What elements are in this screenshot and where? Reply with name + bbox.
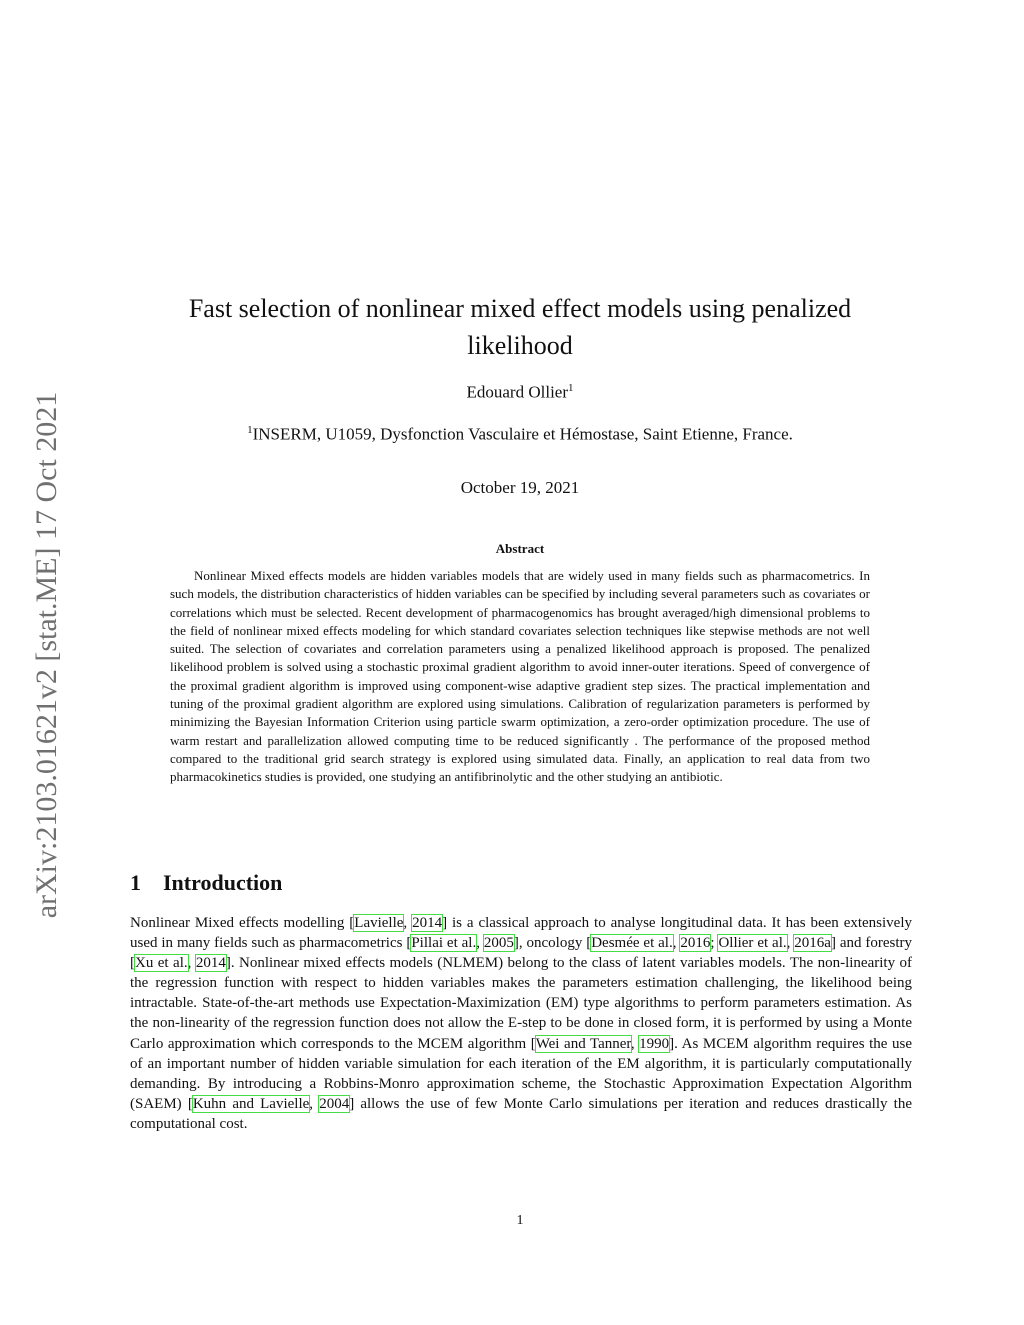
page-number: 1 xyxy=(516,1213,524,1228)
intro-text: ; xyxy=(710,935,719,952)
section-number: 1 xyxy=(130,870,141,895)
citation-link[interactable]: 2016a xyxy=(794,935,831,952)
citation-link[interactable]: 2014 xyxy=(412,915,443,931)
intro-text: , xyxy=(672,935,681,952)
intro-text: Nonlinear Mixed effects modelling [ xyxy=(130,915,355,931)
paper-title: Fast selection of nonlinear mixed effect models using penalized likelihood xyxy=(188,294,852,360)
affiliation xyxy=(0,424,1024,445)
section-heading xyxy=(130,870,282,896)
intro-text: , xyxy=(476,935,484,952)
intro-text: ] is a classical approach to analyse longitudinal data. It has been extensively used in many fields such as pharmacometrics [ xyxy=(130,915,913,952)
author-name: Edouard Ollier xyxy=(466,382,568,402)
citation-link[interactable]: 2016 xyxy=(680,935,711,952)
intro-text: ]. As MCEM algorithm requires the use of an important number of hidden variable simulation for each iteration of the EM algorithm, it is particularly computationally demanding. By introducing a Robbins-Monro approximation scheme, the Stochastic Approximation Expectation Algorithm (SAEM) [ xyxy=(130,1035,912,1112)
intro-text: , xyxy=(187,955,196,972)
intro-text: , xyxy=(403,915,413,931)
abstract-heading: Abstract xyxy=(495,541,545,556)
citation-link[interactable]: Lavielle xyxy=(354,915,404,931)
citation-link[interactable]: Desmée et al. xyxy=(591,935,673,952)
intro-text: , xyxy=(630,1035,640,1052)
intro-text: ], oncology [ xyxy=(513,935,592,952)
citation-link[interactable]: Kuhn and Lavielle xyxy=(192,1095,310,1112)
author-affiliation-mark: 1 xyxy=(568,382,574,394)
section-title: Introduction xyxy=(163,870,283,895)
intro-text: , xyxy=(309,1095,320,1112)
citation-link[interactable]: 2005 xyxy=(483,935,514,952)
intro-text: , xyxy=(786,935,795,952)
intro-text: ] and forestry [ xyxy=(130,935,913,972)
citation-link[interactable]: Pillai et al. xyxy=(411,935,477,952)
arxiv-stamp: arXiv:2103.01621v2 [stat.ME] 17 Oct 2021 xyxy=(30,391,63,919)
paper-date: October 19, 2021 xyxy=(460,478,580,497)
citation-link[interactable]: Ollier et al. xyxy=(718,935,787,952)
citation-link[interactable]: 2004 xyxy=(319,1095,350,1112)
intro-text: ] allows the use of few Monte Carlo simulations per iteration and reduces drastically the computational cost. xyxy=(130,1095,912,1132)
intro-text: ]. Nonlinear mixed effects models (NLMEM) belong to the class of latent variables models. The non-linearity of the regression function with respect to hidden variables makes the parameters estimation challenging, the likelihood being intractable. State-of-the-art methods use Expectation-Maximization (EM) type algorithms to perform parameters estimation. As the non-linearity of the regression function does not allow the E-step to be done in closed form, it is performed by using a Monte Carlo approximation which corresponds to the MCEM algorithm [ xyxy=(130,955,913,1052)
citation-link[interactable]: 2014 xyxy=(195,955,226,972)
citation-link[interactable]: Wei and Tanner xyxy=(535,1035,631,1052)
citation-link[interactable]: Xu et al. xyxy=(135,955,188,972)
intro-paragraph xyxy=(130,913,912,1134)
affiliation-text: INSERM, U1059, Dysfonction Vasculaire et Hémostase, Saint Etienne, France. xyxy=(252,424,793,444)
citation-link[interactable]: 1990 xyxy=(639,1035,670,1052)
author xyxy=(0,382,1024,403)
abstract-text: Nonlinear Mixed effects models are hidden variables models that are widely used in many fields such as pharmacometrics. In such models, the distribution characteristics of hidden variables can be specified by including several parameters such as covariates or correlations which must be selected. Recent development of pharmacogenomics has brought averaged/high dimensional problems to the field of nonlinear mixed effects modeling for which standard covariates selection techniques like stepwise methods are not well suited. The selection of covariates and correlation parameters using a penalized likelihood approach is proposed. The penalized likelihood problem is solved using a stochastic proximal gradient algorithm to avoid inner-outer iterations. Speed of convergence of the proximal gradient algorithm is improved using component-wise adaptive gradient step sizes. The practical implementation and tuning of the proximal gradient algorithm are explored using simulations. Calibration of regularization parameters is performed by minimizing the Bayesian Information Criterion using particle swarm optimization, a zero-order optimization procedure. The use of warm restart and parallelization allowed computing time to be reduced significantly . The performance of the proposed method compared to the traditional grid search strategy is explored using simulated data. Finally, an application to real data from two pharmacokinetics studies is provided, one studying an antifibrinolytic and the other studying an antibiotic. xyxy=(170,568,870,785)
affiliation-mark: 1 xyxy=(247,424,253,436)
